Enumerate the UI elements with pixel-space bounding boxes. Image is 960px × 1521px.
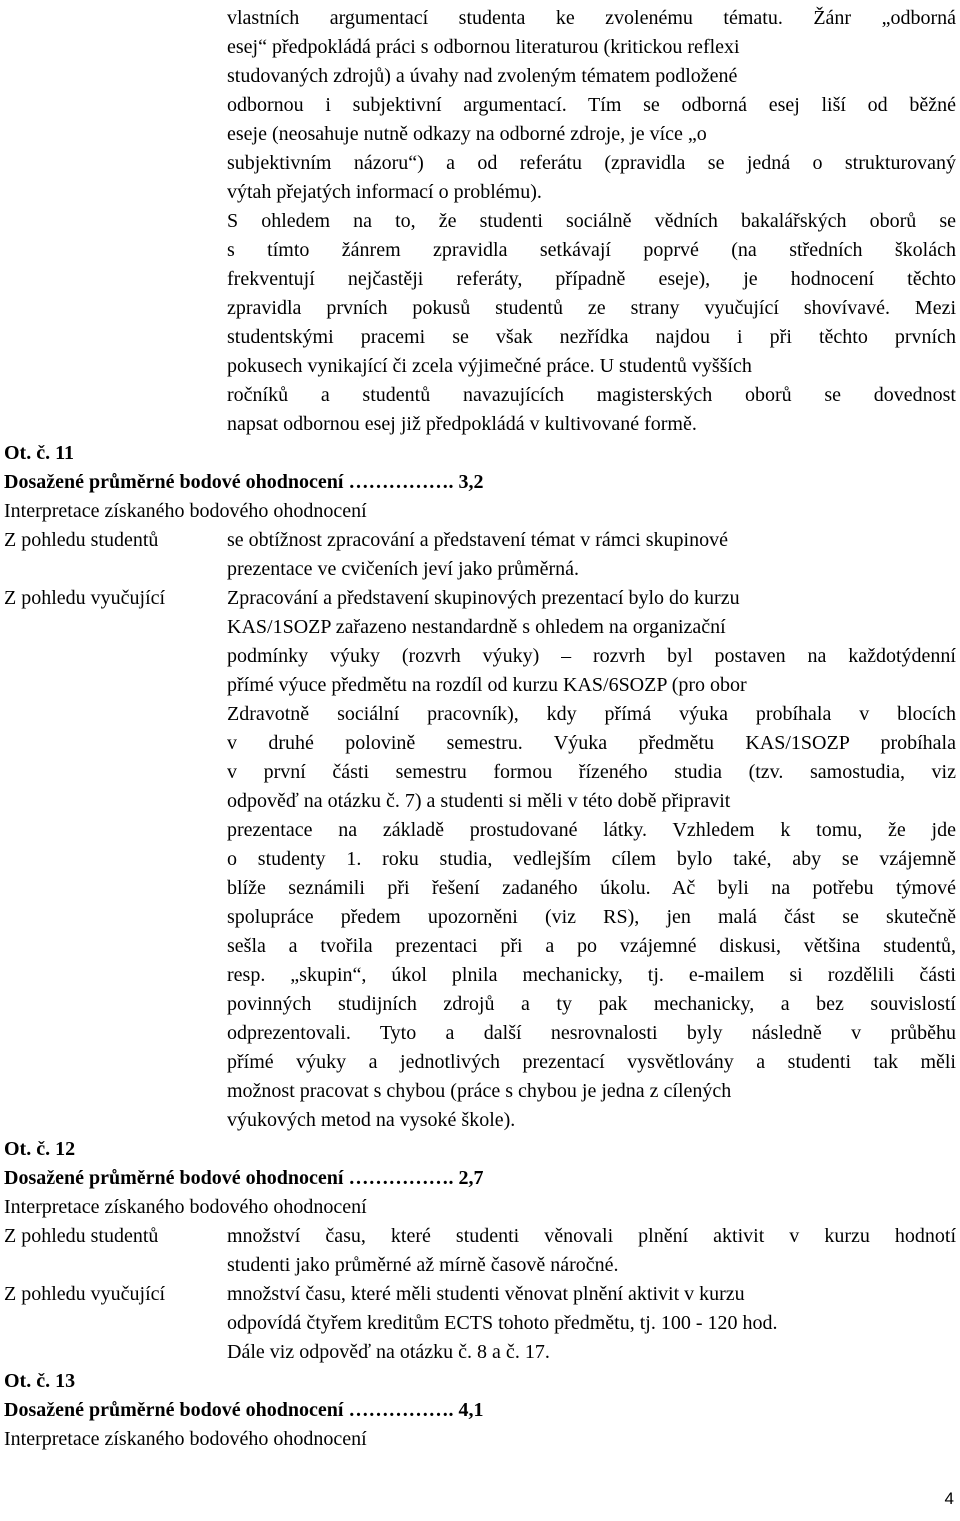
- text-line: Dále viz odpověď na otázku č. 8 a č. 17.: [227, 1341, 550, 1363]
- text-line: subjektivním názoru“) a od referátu (zpravidla se jedná o strukturovaný: [227, 152, 956, 174]
- score-line: [4, 468, 956, 497]
- text-line: prezentace ve cvičeních jeví jako průměrná.: [227, 558, 580, 580]
- text-line: eseje (neosahuje nutně odkazy na odborné zdroje, je více „o: [227, 123, 707, 145]
- score-dots: …………….: [348, 471, 454, 493]
- text-line: odpovídá čtyřem kreditům ECTS tohoto předmětu, tj. 100 - 120 hod.: [227, 1312, 778, 1334]
- teacher-view: [4, 584, 956, 1135]
- text-line: studovaných zdrojů) a úvahy nad zvoleným tématem podložené: [227, 65, 738, 87]
- score-label: Dosažené průměrné bodové ohodnocení: [4, 471, 344, 493]
- section-heading: Ot. č. 11: [4, 442, 74, 464]
- section-question-13: [4, 1367, 956, 1454]
- text-line: Zdravotně sociální pracovník), kdy přímá výuka probíhala v blocích: [227, 703, 956, 725]
- interpretation-label: Interpretace získaného bodového ohodnocení: [4, 1196, 367, 1218]
- text-line: pokusech vynikající či zcela výjimečné práce. U studentů vyšších: [227, 355, 752, 377]
- text-line: prezentace na základě prostudované látky. Vzhledem k tomu, že jde: [227, 819, 956, 841]
- text-line: přímé výuce předmětu na rozdíl od kurzu KAS/6SOZP (pro obor: [227, 674, 747, 696]
- text-line: KAS/1SOZP zařazeno nestandardně s ohledem na organizační: [227, 616, 726, 638]
- text-line: výukových metod na vysoké škole).: [227, 1109, 516, 1131]
- teacher-view-label: Z pohledu vyučující: [4, 587, 166, 609]
- text-line: zpravidla prvních pokusů studentů ze strany vyučující shovívavé. Mezi: [227, 297, 956, 319]
- section-question-11: [4, 439, 956, 1135]
- interpretation-label: Interpretace získaného bodového ohodnocení: [4, 500, 367, 522]
- text-line: možnost pracovat s chybou (práce s chybou je jedna z cílených: [227, 1080, 732, 1102]
- score-value: 2,7: [458, 1167, 484, 1189]
- score-line: [4, 1164, 956, 1193]
- text-line: povinných studijních zdrojů a ty pak mechanicky, a bez souvislostí: [227, 993, 956, 1015]
- text-line: množství času, které měli studenti věnovat plnění aktivit v kurzu: [227, 1283, 745, 1305]
- teacher-view: [4, 1280, 956, 1367]
- score-value: 3,2: [458, 471, 484, 493]
- teacher-view-text: [227, 584, 956, 1135]
- text-line: S ohledem na to, že studenti sociálně vědních bakalářských oborů se: [227, 210, 956, 232]
- score-label: Dosažené průměrné bodové ohodnocení: [4, 1399, 344, 1421]
- page-number: 4: [944, 1489, 954, 1508]
- text-line: ročníků a studentů navazujících magisterských oborů se dovednost: [227, 384, 956, 406]
- text-line: odpověď na otázku č. 7) a studenti si měli v této době připravit: [227, 790, 731, 812]
- student-view-label: Z pohledu studentů: [4, 529, 159, 551]
- score-dots: …………….: [348, 1167, 454, 1189]
- score-dots: …………….: [348, 1399, 454, 1421]
- text-line: frekventují nejčastěji referáty, případně eseje), je hodnocení těchto: [227, 268, 956, 290]
- score-line: [4, 1396, 956, 1425]
- text-line: v první části semestru formou řízeného studia (tzv. samostudia, viz: [227, 761, 956, 783]
- text-line: esej“ předpokládá práci s odbornou literaturou (kritickou reflexi: [227, 36, 740, 58]
- student-view-text: [227, 1222, 956, 1280]
- student-view-text: [227, 526, 956, 584]
- section-heading: Ot. č. 13: [4, 1370, 76, 1392]
- teacher-view-text: [227, 1280, 956, 1367]
- text-line: přímé výuky a jednotlivých prezentací vysvětlovány a studenti tak měli: [227, 1051, 956, 1073]
- score-label: Dosažené průměrné bodové ohodnocení: [4, 1167, 344, 1189]
- text-line: napsat odbornou esej již předpokládá v kultivované formě.: [227, 413, 697, 435]
- text-line: vlastních argumentací studenta ke zvolenému tématu. Žánr „odborná: [227, 7, 956, 29]
- score-value: 4,1: [458, 1399, 484, 1421]
- text-line: sešla a tvořila prezentaci při a po vzájemné diskusi, většina studentů,: [227, 935, 956, 957]
- text-line: množství času, které studenti věnovali plnění aktivit v kurzu hodnotí: [227, 1225, 956, 1247]
- text-line: Zpracování a představení skupinových prezentací bylo do kurzu: [227, 587, 740, 609]
- student-view: [4, 1222, 956, 1280]
- section-question-12: [4, 1135, 956, 1367]
- section-heading: Ot. č. 12: [4, 1138, 76, 1160]
- text-line: resp. „skupin“, úkol plnila mechanicky, tj. e-mailem si rozdělili části: [227, 964, 956, 986]
- text-line: výtah přejatých informací o problému).: [227, 181, 542, 203]
- text-line: odbornou i subjektivní argumentací. Tím se odborná esej liší od běžné: [227, 94, 956, 116]
- text-line: podmínky výuky (rozvrh výuky) – rozvrh byl postaven na každotýdenní: [227, 645, 956, 667]
- text-line: studenti jako průměrné až mírně časově náročné.: [227, 1254, 619, 1276]
- interpretation-label: Interpretace získaného bodového ohodnocení: [4, 1428, 367, 1450]
- intro-paragraph: [227, 4, 956, 439]
- student-view-label: Z pohledu studentů: [4, 1225, 159, 1247]
- student-view: [4, 526, 956, 584]
- teacher-view-label: Z pohledu vyučující: [4, 1283, 166, 1305]
- text-line: se obtížnost zpracování a představení témat v rámci skupinové: [227, 529, 728, 551]
- text-line: o studenty 1. roku studia, vedlejším cílem bylo také, aby se vzájemně: [227, 848, 956, 870]
- text-line: odprezentovali. Tyto a další nesrovnalosti byly následně v průběhu: [227, 1022, 956, 1044]
- text-line: v druhé polovině semestru. Výuka předmětu KAS/1SOZP probíhala: [227, 732, 956, 754]
- text-line: studentskými pracemi se však nezřídka najdou i při těchto prvních: [227, 326, 956, 348]
- text-line: blíže seznámili při řešení zadaného úkolu. Ač byli na potřebu týmové: [227, 877, 956, 899]
- text-line: spolupráce předem upozorněni (viz RS), jen malá část se skutečně: [227, 906, 956, 928]
- text-line: s tímto žánrem zpravidla setkávají poprvé (na středních školách: [227, 239, 956, 261]
